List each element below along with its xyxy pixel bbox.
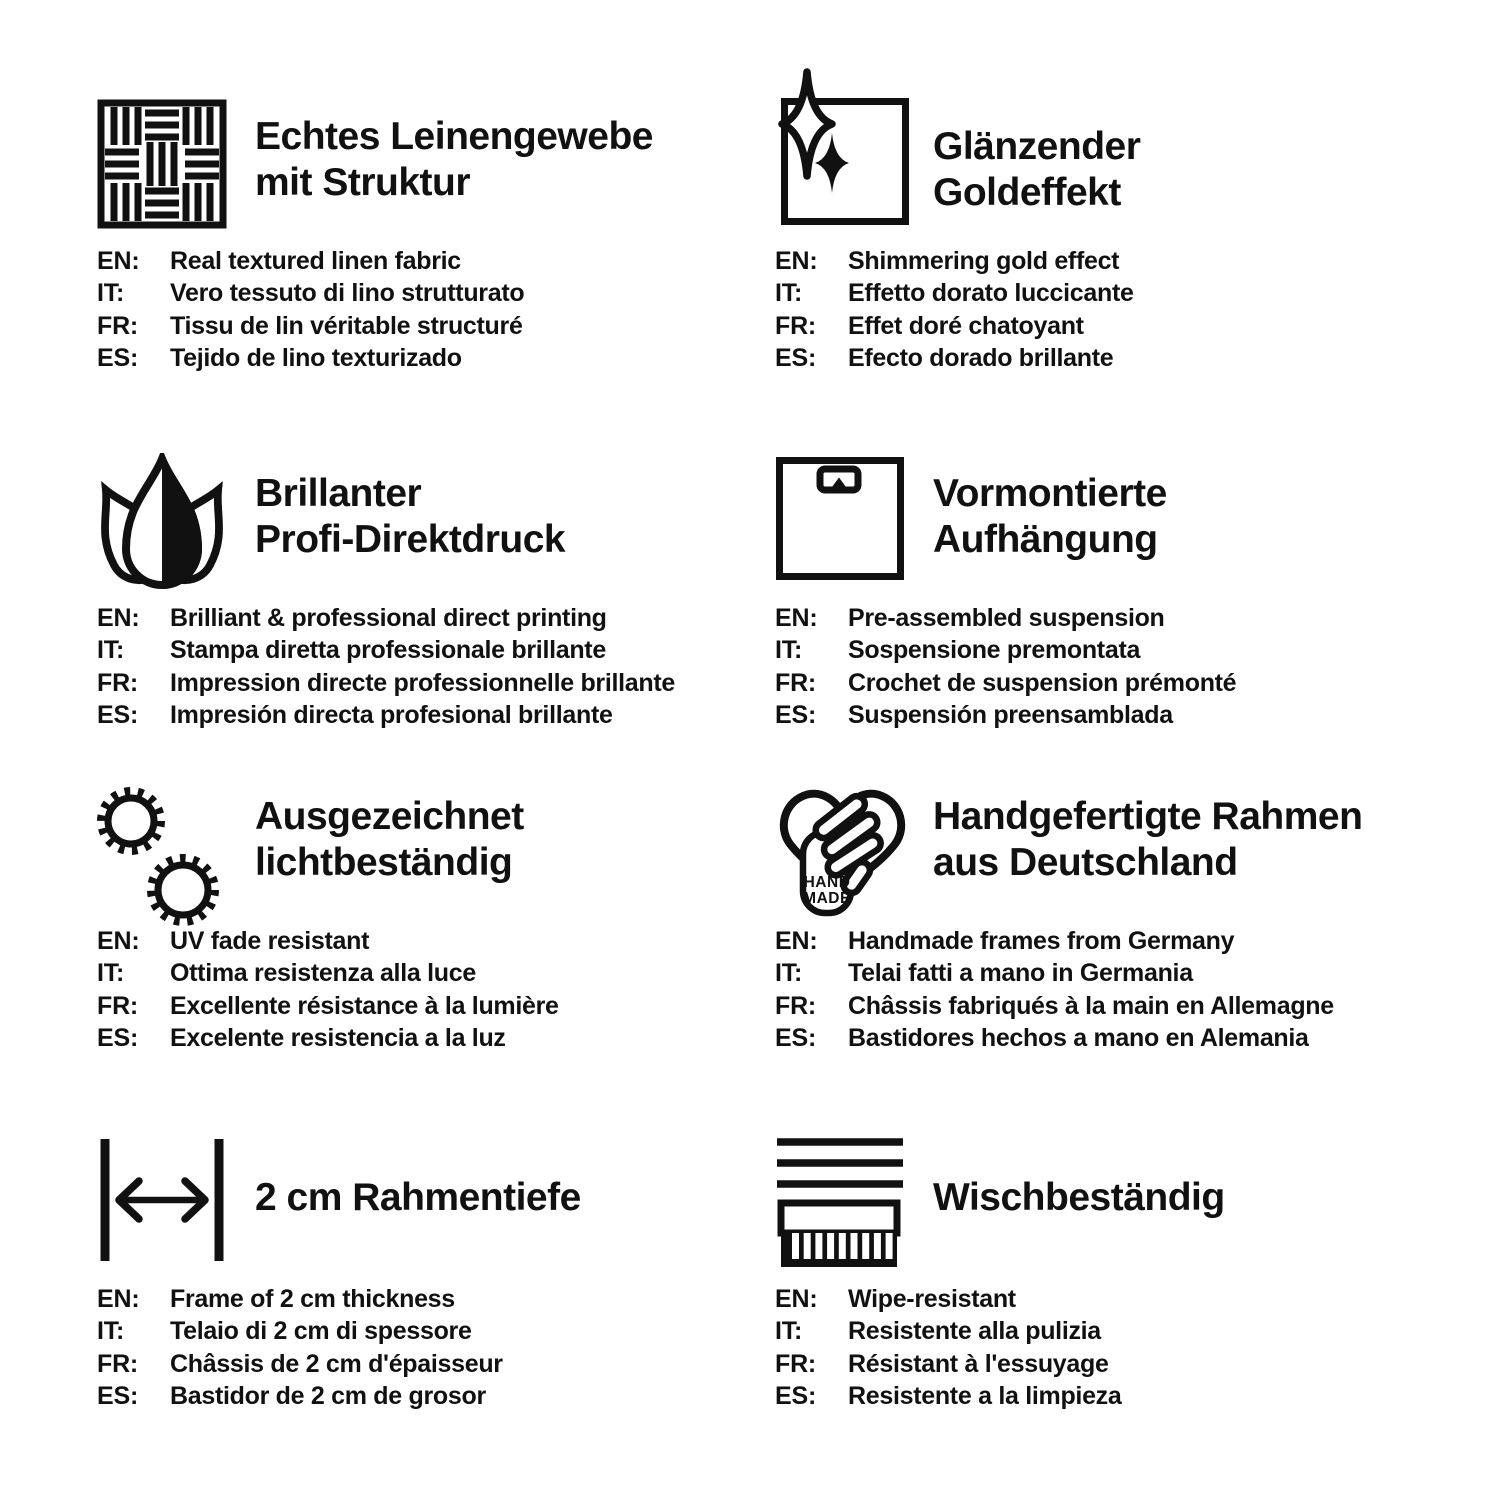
translation-text: Tejido de lino texturizado — [170, 344, 462, 373]
feature-linen — [97, 95, 762, 375]
lang-label: ES: — [775, 1024, 817, 1053]
feature-title: Ausgezeichnet lichtbeständig — [255, 795, 524, 884]
lang-label: FR: — [97, 991, 139, 1020]
lang-label: EN: — [97, 1285, 140, 1313]
svg-text:HAND: HAND — [803, 874, 851, 891]
translation-text: Tissu de lin véritable structuré — [170, 311, 523, 340]
translation-text: Wipe-resistant — [848, 1285, 1016, 1313]
translation-text: Resistente a la limpieza — [848, 1382, 1122, 1411]
translation-text: Shimmering gold effect — [848, 247, 1120, 275]
lang-label: FR: — [97, 668, 139, 697]
lang-label: IT: — [97, 636, 125, 665]
lang-label: ES: — [97, 701, 139, 730]
translation-text: Châssis fabriqués à la main en Allemagne — [848, 991, 1334, 1020]
translation-text: Handmade frames from Germany — [848, 927, 1235, 955]
translation-text: Suspensión preensamblada — [848, 701, 1173, 730]
feature-print — [97, 452, 762, 732]
translations — [97, 602, 762, 732]
translation-text: Bastidor de 2 cm de grosor — [170, 1382, 486, 1411]
translation-text: Stampa diretta professionale brillante — [170, 636, 606, 665]
translations — [97, 245, 762, 375]
brush-wipe-icon — [775, 1146, 933, 1270]
translation-text: Brilliant & professional direct printing — [170, 604, 607, 632]
translations — [97, 925, 762, 1055]
lang-label: ES: — [97, 344, 139, 373]
translation-text: Sospensione premontata — [848, 636, 1141, 665]
translation-text: Impression directe professionnelle brillante — [170, 668, 676, 697]
translation-text: Impresión directa profesional brillante — [170, 701, 613, 730]
translations — [97, 1283, 762, 1413]
translation-text: Telaio di 2 cm di spessore — [170, 1317, 472, 1346]
translation-text: Pre-assembled suspension — [848, 604, 1165, 632]
lang-label: EN: — [775, 1285, 818, 1313]
translation-text: Real textured linen fabric — [170, 247, 461, 275]
translation-text: Ottima resistenza alla luce — [170, 959, 476, 988]
feature-title: Handgefertigte Rahmen aus Deutschland — [933, 795, 1363, 884]
feature-title: Wischbeständig — [933, 1176, 1225, 1219]
translations — [775, 925, 1475, 1055]
translations — [775, 602, 1475, 732]
feature-handmade — [775, 775, 1475, 1055]
feature-title: Glänzender Goldeffekt — [933, 125, 1141, 214]
translation-text: Resistente alla pulizia — [848, 1317, 1101, 1346]
lang-label: FR: — [97, 311, 139, 340]
lang-label: ES: — [775, 1382, 817, 1411]
feature-title: 2 cm Rahmentiefe — [255, 1176, 581, 1219]
translation-text: Effet doré chatoyant — [848, 311, 1084, 340]
gold-sparkle-icon — [775, 105, 933, 235]
translation-text: Efecto dorado brillante — [848, 344, 1114, 373]
lang-label: EN: — [97, 247, 140, 275]
translation-text: Effetto dorato luccicante — [848, 279, 1134, 308]
lang-label: IT: — [775, 636, 803, 665]
translation-text: Vero tessuto di lino strutturato — [170, 279, 525, 308]
feature-gold — [775, 95, 1475, 375]
lang-label: IT: — [775, 1317, 803, 1346]
lang-label: IT: — [97, 279, 125, 308]
feature-suspension — [775, 452, 1475, 732]
feature-header — [97, 775, 762, 925]
lang-label: EN: — [775, 247, 818, 275]
lang-label: FR: — [775, 311, 817, 340]
lang-label: ES: — [97, 1382, 139, 1411]
feature-header — [775, 95, 1475, 245]
linen-weave-icon — [97, 111, 255, 229]
translations — [775, 1283, 1475, 1413]
feature-header — [97, 1133, 762, 1283]
feature-header — [775, 452, 1475, 602]
lang-label: EN: — [775, 604, 818, 632]
translation-text: Frame of 2 cm thickness — [170, 1285, 455, 1313]
translation-text: UV fade resistant — [170, 927, 370, 955]
feature-title: Brillanter Profi-Direktdruck — [255, 472, 566, 561]
lang-label: IT: — [775, 279, 803, 308]
lang-label: IT: — [775, 959, 803, 988]
uv-suns-icon — [97, 774, 255, 927]
feature-header — [97, 95, 762, 245]
handmade-heart-icon — [775, 780, 933, 920]
translation-text: Excelente resistencia a la luz — [170, 1024, 506, 1053]
feature-header — [775, 1133, 1475, 1283]
lang-label: FR: — [775, 1349, 817, 1378]
hanger-square-icon — [775, 474, 933, 581]
lang-label: ES: — [775, 701, 817, 730]
translations — [775, 245, 1475, 375]
translation-text: Châssis de 2 cm d'épaisseur — [170, 1349, 503, 1378]
feature-header — [97, 452, 762, 602]
lang-label: IT: — [97, 959, 125, 988]
feature-title: Echtes Leinengewebe mit Struktur — [255, 115, 653, 204]
feature-depth — [97, 1133, 762, 1413]
feature-header — [775, 775, 1475, 925]
translation-text: Excellente résistance à la lumière — [170, 991, 559, 1020]
feature-lightfast — [97, 775, 762, 1055]
lang-label: FR: — [775, 991, 817, 1020]
feature-title: Vormontierte Aufhängung — [933, 472, 1167, 561]
lang-label: FR: — [775, 668, 817, 697]
lang-label: EN: — [97, 927, 140, 955]
ink-drops-icon — [97, 461, 255, 593]
translation-text: Bastidores hechos a mano en Alemania — [848, 1024, 1309, 1053]
lang-label: EN: — [97, 604, 140, 632]
lang-label: IT: — [97, 1317, 125, 1346]
lang-label: ES: — [97, 1024, 139, 1053]
translation-text: Telai fatti a mano in Germania — [848, 959, 1193, 988]
frame-depth-icon — [97, 1151, 255, 1265]
lang-label: ES: — [775, 344, 817, 373]
feature-wipe — [775, 1133, 1475, 1413]
lang-label: EN: — [775, 927, 818, 955]
lang-label: FR: — [97, 1349, 139, 1378]
svg-text:MADE: MADE — [803, 890, 851, 907]
translation-text: Résistant à l'essuyage — [848, 1349, 1109, 1378]
translation-text: Crochet de suspension prémonté — [848, 668, 1237, 697]
